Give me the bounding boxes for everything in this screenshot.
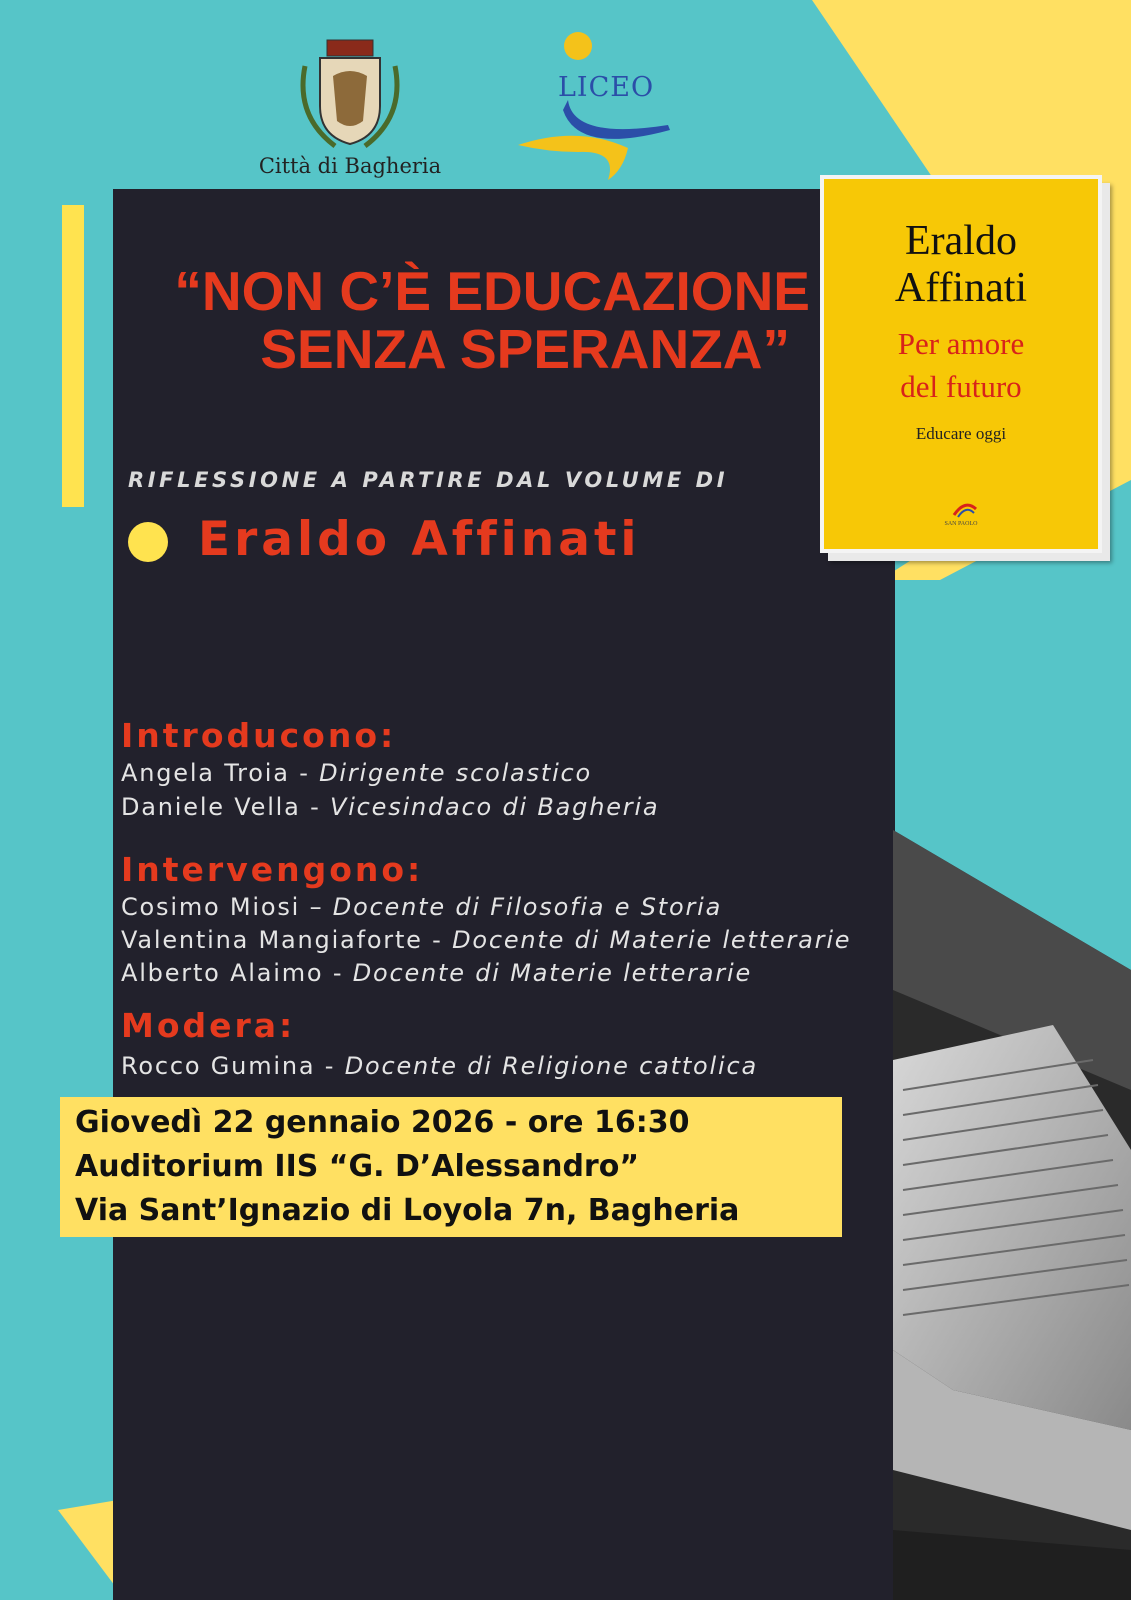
event-date-time: Giovedì 22 gennaio 2026 - ore 16:30 — [75, 1105, 690, 1140]
speaker-line — [121, 759, 592, 787]
speaker-name: Daniele Vella - — [121, 793, 330, 821]
liceo-figure-icon — [518, 30, 688, 185]
speaker-name: Rocco Gumina - — [121, 1052, 345, 1080]
coat-of-arms-icon — [245, 36, 455, 154]
book-cover — [820, 175, 1102, 553]
event-address: Via Sant’Ignazio di Loyola 7n, Bagheria — [75, 1193, 740, 1228]
yellow-triangle-bottom-left — [58, 1500, 118, 1590]
speaker-name: Angela Troia - — [121, 759, 320, 787]
book-author-last: Affinati — [894, 265, 1028, 311]
event-info-box — [60, 1097, 842, 1237]
speaker-line — [121, 926, 851, 954]
speaker-role: Vicesindaco di Bagheria — [329, 793, 660, 821]
book-title-line2: del futuro — [900, 369, 1022, 404]
speaker-name: Valentina Mangiaforte - — [121, 926, 453, 954]
book-publisher: SAN PAOLO — [944, 521, 978, 527]
event-venue: Auditorium IIS “G. D’Alessandro” — [75, 1149, 640, 1184]
section-heading-introducono: Introducono: — [121, 716, 397, 755]
open-book-photo — [893, 830, 1131, 1600]
section-heading-intervengono: Intervengono: — [121, 850, 424, 889]
speaker-line — [121, 893, 722, 921]
speaker-line — [121, 959, 752, 987]
speaker-line — [121, 1052, 758, 1080]
event-headline — [120, 262, 810, 378]
publisher-logo-icon — [952, 497, 978, 519]
headline-line1: “NON C’È EDUCAZIONE — [174, 260, 810, 322]
speaker-role: Docente di Materie letterarie — [352, 959, 753, 987]
book-subtitle: Educare oggi — [915, 424, 1007, 443]
bullet-dot-icon — [128, 522, 168, 562]
liceo-text: LICEO — [558, 72, 655, 103]
liceo-logo — [518, 30, 688, 185]
city-name: Città di Bagheria — [258, 154, 442, 178]
headline-line2: SENZA SPERANZA” — [260, 318, 790, 380]
book-author-first: Eraldo — [905, 218, 1017, 264]
speaker-role: Docente di Materie letterarie — [452, 926, 852, 954]
section-heading-modera: Modera: — [121, 1006, 296, 1045]
reflection-subtitle: RIFLESSIONE A PARTIRE DAL VOLUME DI — [128, 468, 729, 492]
speaker-role: Docente di Filosofia e Storia — [332, 893, 723, 921]
speaker-line — [121, 793, 659, 821]
yellow-accent-bar — [62, 205, 84, 507]
speaker-name: Alberto Alaimo - — [121, 959, 353, 987]
author-name: Eraldo Affinati — [198, 512, 641, 567]
speaker-role: Docente di Religione cattolica — [344, 1052, 758, 1080]
book-title-line1: Per amore — [897, 326, 1025, 361]
book-cover-image — [820, 175, 1120, 565]
speaker-name: Cosimo Miosi – — [121, 893, 333, 921]
city-of-bagheria-logo — [245, 36, 455, 186]
speaker-role: Dirigente scolastico — [319, 759, 593, 787]
